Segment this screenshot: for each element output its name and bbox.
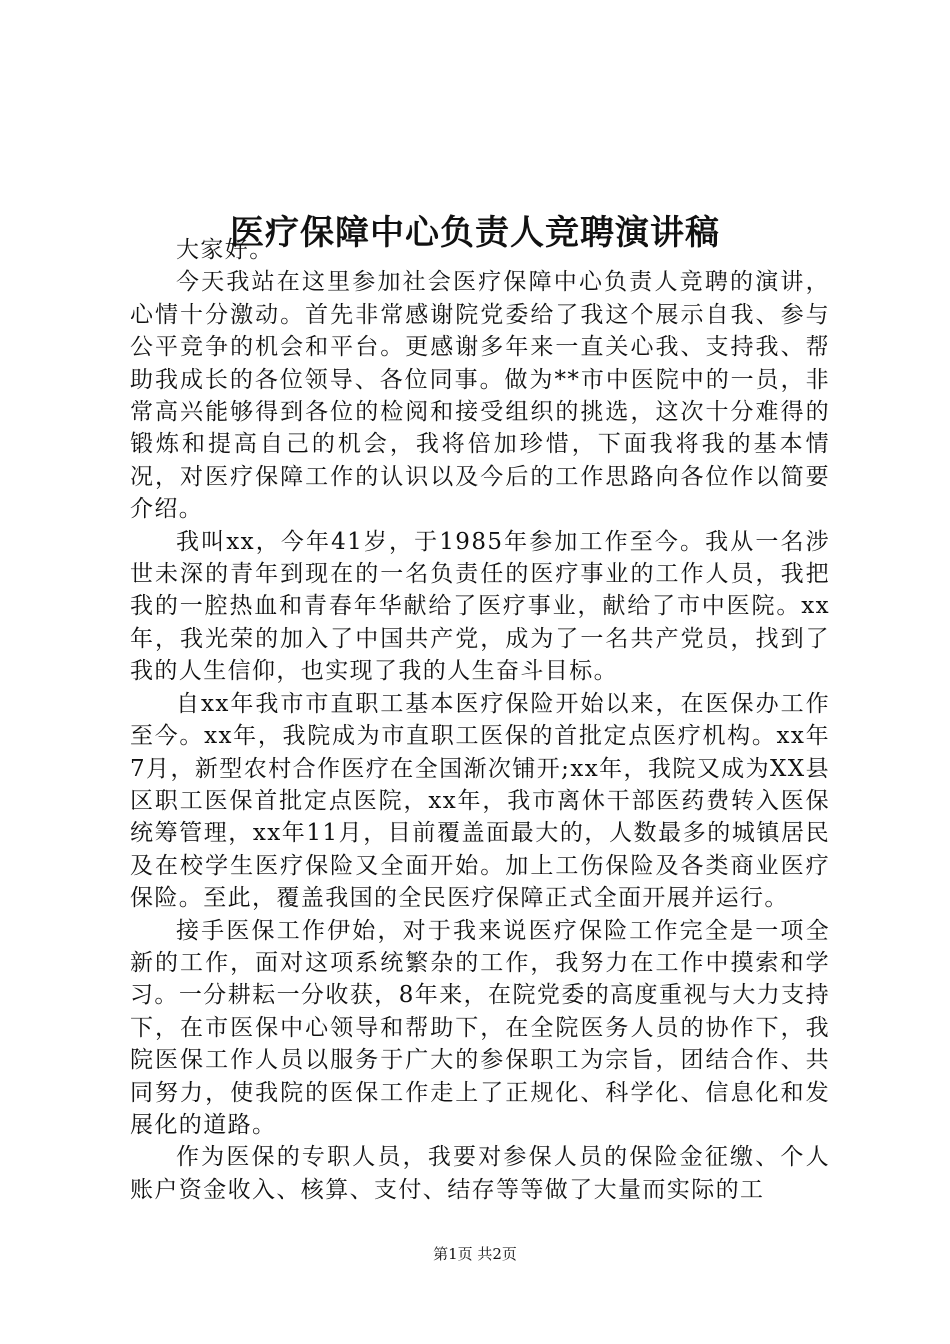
- page-number-footer: 第1页 共2页: [433, 1245, 517, 1263]
- paragraph-responsibilities: 作为医保的专职人员，我要对参保人员的保险金征缴、个人账户资金收入、核算、支付、结存等等做了大量而实际的工: [130, 1144, 830, 1203]
- paragraph-work-history: 自xx年我市市直职工基本医疗保险开始以来，在医保办工作至今。xx年，我院成为市直职工医保的首批定点医疗机构。xx年7月，新型农村合作医疗在全国渐次铺开;xx年，我院又成为XX县区职工医保首批定点医院，xx年，我市离休干部医药费转入医保统筹管理，xx年11月，目前覆盖面最大的，人数最多的城镇居民及在校学生医疗保险又全面开始。加上工伤保险及各类商业医疗保险。至此，覆盖我国的全民医疗保障正式全面开展并运行。: [130, 690, 830, 912]
- paragraph-personal-background: 我叫xx，今年41岁，于1985年参加工作至今。我从一名涉世未深的青年到现在的一名负责任的医疗事业的工作人员，我把我的一腔热血和青春年华献给了医疗事业，献给了市中医院。xx年，我光荣的加入了中国共产党，成为了一名共产党员，找到了我的人生信仰，也实现了我的人生奋斗目标。: [130, 528, 830, 685]
- document-body: [130, 234, 830, 1206]
- paragraph-achievements: 接手医保工作伊始，对于我来说医疗保险工作完全是一项全新的工作，面对这项系统繁杂的工作，我努力在工作中摸索和学习。一分耕耘一分收获，8年来，在院党委的高度重视与大力支持下，在市医保中心领导和帮助下，在全院医务人员的协作下，我院医保工作人员以服务于广大的参保职工为宗旨，团结合作、共同努力，使我院的医保工作走上了正规化、科学化、信息化和发展化的道路。: [130, 917, 830, 1138]
- document-title: 医疗保障中心负责人竞聘演讲稿: [230, 212, 720, 253]
- paragraph-introduction: 今天我站在这里参加社会医疗保障中心负责人竞聘的演讲，心情十分激动。首先非常感谢院党委给了我这个展示自我、参与公平竞争的机会和平台。更感谢多年来一直关心我、支持我、帮助我成长的各位领导、各位同事。做为**市中医院中的一员，非常高兴能够得到各位的检阅和接受组织的挑选，这次十分难得的锻炼和提高自己的机会，我将倍加珍惜，下面我将我的基本情况，对医疗保障工作的认识以及今后的工作思路向各位作以简要介绍。: [130, 269, 830, 523]
- paragraph-greeting: 大家好。: [176, 237, 274, 263]
